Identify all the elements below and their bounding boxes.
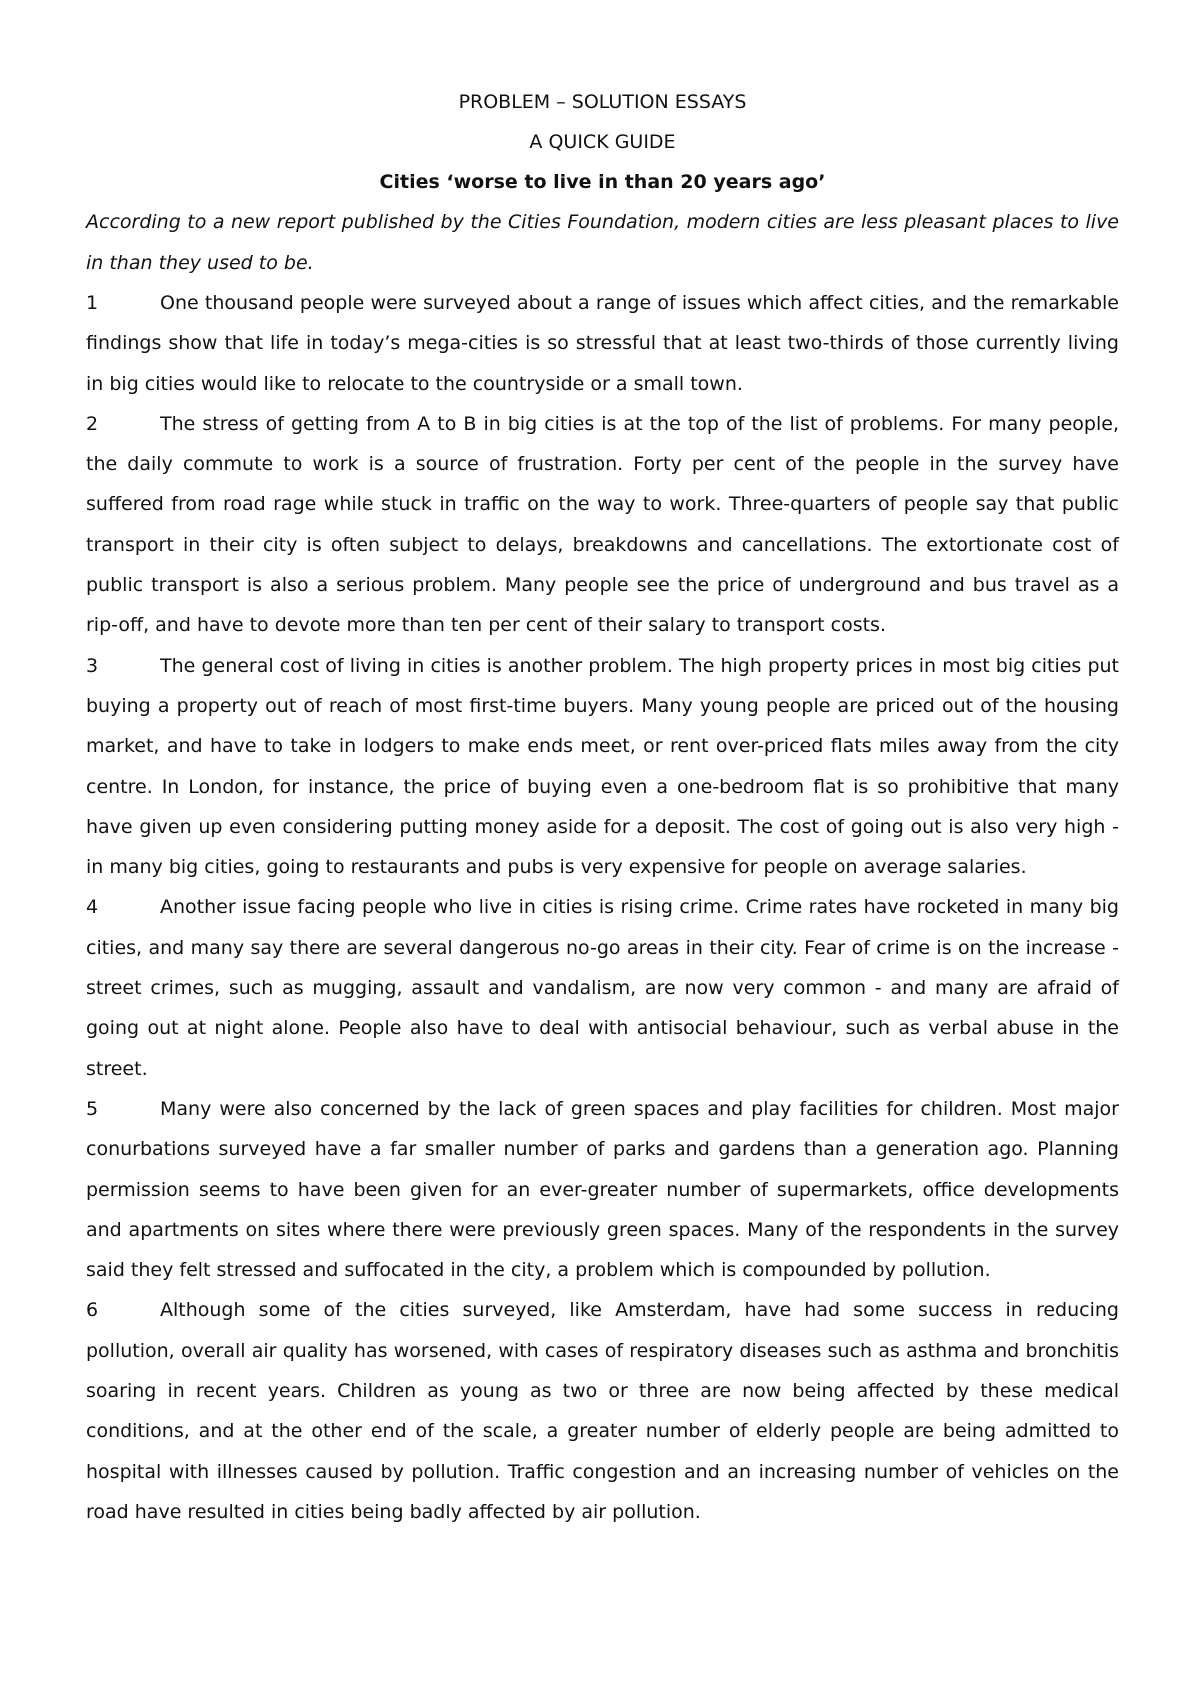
paragraph-number: 4: [86, 896, 99, 919]
paragraph-number: 1: [86, 292, 99, 314]
article-headline: Cities ‘worse to live in than 20 years ago’: [379, 171, 826, 193]
paragraph-3: [86, 646, 1119, 888]
document-title: PROBLEM – SOLUTION ESSAYS: [458, 91, 747, 113]
document-page: [86, 82, 1119, 1532]
paragraph-text: Many were also concerned by the lack of green spaces and play facilities for children. Most major conurbations surveyed have a far smaller number of parks and gardens than a generation ago. Planning permission seems to have been given for an ever-greater number of supermarkets, office developments and apartments on sites where there were previously green spaces. Many of the respondents in the survey said they felt stressed and suffocated in the city, a problem which is compounded by pollution.: [86, 1097, 1119, 1282]
paragraph-number: 5: [86, 1097, 99, 1120]
paragraph-text: One thousand people were surveyed about a range of issues which affect cities, and the remarkable findings show that life in today’s mega-cities is so stressful that at least two-thirds of those currently living in big cities would like to relocate to the countryside or a small town.: [86, 292, 1119, 395]
paragraph-number: 3: [86, 654, 99, 677]
article-intro: According to a new report published by the Cities Foundation, modern cities are less pleasant places to live in than they used to be.: [86, 211, 1119, 274]
paragraph-2: [86, 404, 1119, 646]
paragraph-1: [86, 283, 1119, 404]
paragraph-6: [86, 1290, 1119, 1532]
paragraph-text: Another issue facing people who live in cities is rising crime. Crime rates have rocketed in many big cities, and many say there are several dangerous no-go areas in their city. Fear of crime is on the increase - street crimes, such as mugging, assault and vandalism, are now very common - and many are afraid of going out at night alone. People also have to deal with antisocial behaviour, such as verbal abuse in the street.: [86, 896, 1119, 1080]
document-subtitle: A QUICK GUIDE: [529, 131, 676, 153]
paragraph-text: The general cost of living in cities is another problem. The high property prices in most big cities put buying a property out of reach of most first-time buyers. Many young people are priced out of the housing market, and have to take in lodgers to make ends meet, or rent over-priced flats miles away from the city centre. In London, for instance, the price of buying even a one-bedroom flat is so prohibitive that many have given up even considering putting money aside for a deposit. The cost of going out is also very high - in many big cities, going to restaurants and pubs is very expensive for people on average salaries.: [86, 654, 1119, 879]
paragraph-number: 6: [86, 1299, 99, 1322]
paragraph-number: 2: [86, 412, 99, 435]
paragraph-5: [86, 1089, 1119, 1290]
paragraph-text: Although some of the cities surveyed, like Amsterdam, have had some success in reducing pollution, overall air quality has worsened, with cases of respiratory diseases such as asthma and bronchitis soaring in recent years. Children as young as two or three are now being affected by these medical conditions, and at the other end of the scale, a greater number of elderly people are being admitted to hospital with illnesses caused by pollution. Traffic congestion and an increasing number of vehicles on the road have resulted in cities being badly affected by air pollution.: [86, 1299, 1119, 1523]
paragraph-text: The stress of getting from A to B in big cities is at the top of the list of problems. For many people, the daily commute to work is a source of frustration. Forty per cent of the people in the survey have suffered from road rage while stuck in traffic on the way to work. Three-quarters of people say that public transport in their city is often subject to delays, breakdowns and cancellations. The extortionate cost of public transport is also a serious problem. Many people see the price of underground and bus travel as a rip-off, and have to devote more than ten per cent of their salary to transport costs.: [86, 412, 1119, 637]
paragraph-4: [86, 887, 1119, 1088]
